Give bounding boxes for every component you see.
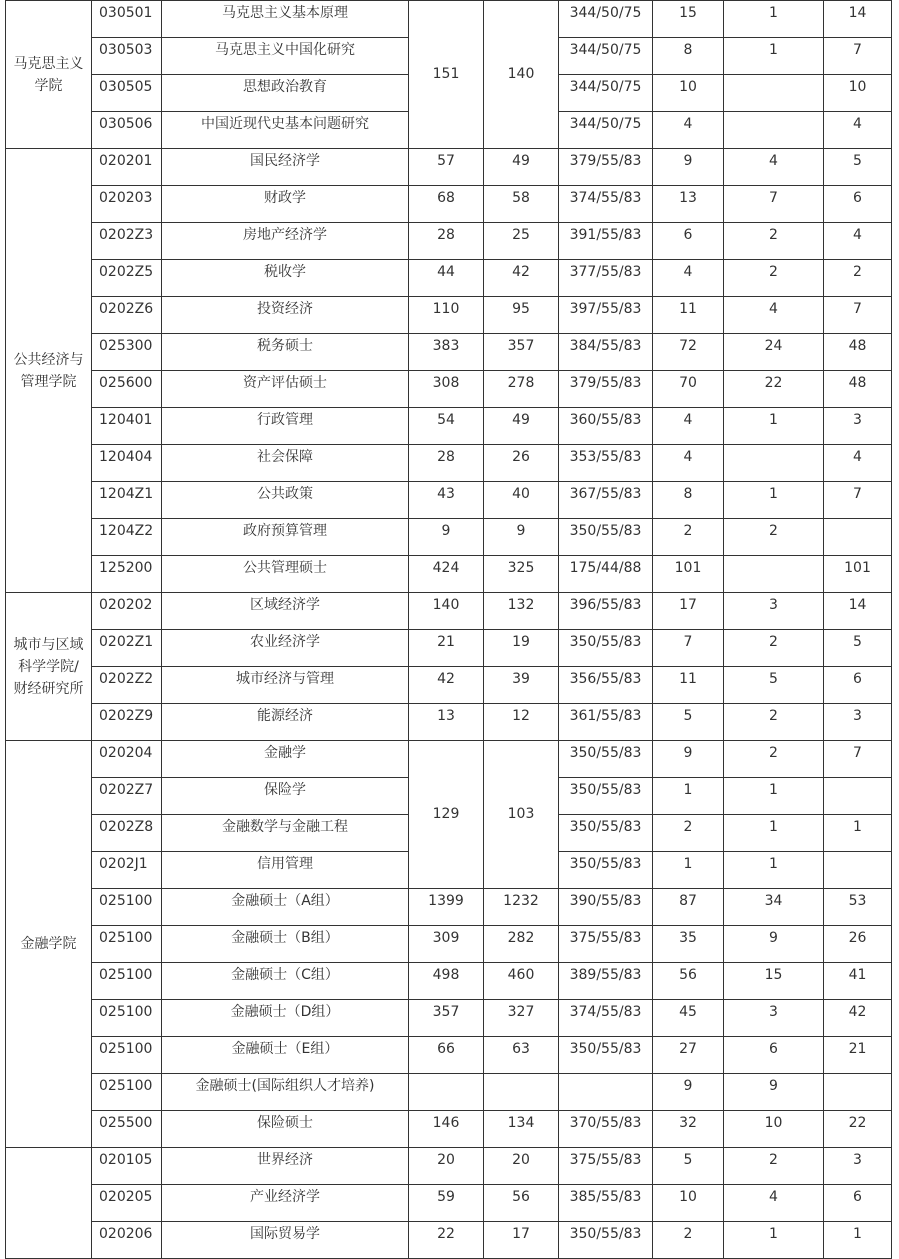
major-code-cell: 030503 (92, 38, 162, 75)
college-cell: 马克思主义学院 (6, 1, 92, 149)
major-name-cell: 保险学 (162, 778, 409, 815)
unified-exam-cell: 1 (824, 1222, 892, 1259)
college-cell: 公共经济与管理学院 (6, 149, 92, 593)
unified-exam-cell: 41 (824, 963, 892, 1000)
unified-exam-cell: 48 (824, 371, 892, 408)
major-name-cell: 思想政治教育 (162, 75, 409, 112)
admitted-cell: 17 (653, 593, 724, 630)
applicants-cell: 309 (409, 926, 484, 963)
applicants-cell: 28 (409, 223, 484, 260)
recommended-cell: 1 (724, 1222, 824, 1259)
admitted-cell: 5 (653, 1148, 724, 1185)
unified-exam-cell (824, 519, 892, 556)
table-row (6, 1, 892, 38)
major-code-cell: 020201 (92, 149, 162, 186)
recommended-cell: 2 (724, 519, 824, 556)
table-row (6, 1185, 892, 1222)
major-name-cell: 城市经济与管理 (162, 667, 409, 704)
table-row (6, 1148, 892, 1185)
admitted-cell: 6 (653, 223, 724, 260)
recommended-cell (724, 75, 824, 112)
score-line-cell: 350/55/83 (559, 741, 653, 778)
admitted-cell: 56 (653, 963, 724, 1000)
unified-exam-cell: 3 (824, 1148, 892, 1185)
recommended-cell: 3 (724, 1000, 824, 1037)
admitted-cell: 45 (653, 1000, 724, 1037)
examinees-cell: 49 (484, 408, 559, 445)
score-line-cell: 375/55/83 (559, 1148, 653, 1185)
college-cell: 城市与区域科学学院/财经研究所 (6, 593, 92, 741)
admitted-cell: 35 (653, 926, 724, 963)
applicants-cell: 59 (409, 1185, 484, 1222)
table-row (6, 149, 892, 186)
examinees-cell: 19 (484, 630, 559, 667)
major-code-cell: 025100 (92, 1037, 162, 1074)
major-name-cell: 国民经济学 (162, 149, 409, 186)
score-line-cell: 379/55/83 (559, 371, 653, 408)
admitted-cell: 72 (653, 334, 724, 371)
score-line-cell: 360/55/83 (559, 408, 653, 445)
applicants-cell: 22 (409, 1222, 484, 1259)
table-row (6, 260, 892, 297)
examinees-cell: 132 (484, 593, 559, 630)
table-row (6, 1074, 892, 1111)
recommended-cell: 2 (724, 260, 824, 297)
table-row (6, 371, 892, 408)
major-name-cell: 国际贸易学 (162, 1222, 409, 1259)
unified-exam-cell: 7 (824, 38, 892, 75)
major-name-cell: 公共管理硕士 (162, 556, 409, 593)
admitted-cell: 1 (653, 778, 724, 815)
recommended-cell: 3 (724, 593, 824, 630)
recommended-cell (724, 445, 824, 482)
major-name-cell: 能源经济 (162, 704, 409, 741)
major-code-cell: 120401 (92, 408, 162, 445)
admitted-cell: 27 (653, 1037, 724, 1074)
major-name-cell: 中国近现代史基本问题研究 (162, 112, 409, 149)
major-code-cell: 020205 (92, 1185, 162, 1222)
applicants-cell: 129 (409, 741, 484, 889)
score-line-cell: 350/55/83 (559, 852, 653, 889)
major-code-cell: 0202Z3 (92, 223, 162, 260)
unified-exam-cell (824, 852, 892, 889)
recommended-cell (724, 112, 824, 149)
major-name-cell: 公共政策 (162, 482, 409, 519)
major-name-cell: 投资经济 (162, 297, 409, 334)
score-line-cell: 391/55/83 (559, 223, 653, 260)
score-line-cell: 370/55/83 (559, 1111, 653, 1148)
applicants-cell: 42 (409, 667, 484, 704)
examinees-cell: 9 (484, 519, 559, 556)
recommended-cell: 2 (724, 704, 824, 741)
major-name-cell: 金融硕士(国际组织人才培养) (162, 1074, 409, 1111)
major-name-cell: 金融学 (162, 741, 409, 778)
recommended-cell: 4 (724, 149, 824, 186)
major-code-cell: 025500 (92, 1111, 162, 1148)
recommended-cell: 1 (724, 778, 824, 815)
major-code-cell: 025300 (92, 334, 162, 371)
unified-exam-cell (824, 778, 892, 815)
recommended-cell: 34 (724, 889, 824, 926)
score-line-cell: 379/55/83 (559, 149, 653, 186)
examinees-cell: 103 (484, 741, 559, 889)
applicants-cell: 21 (409, 630, 484, 667)
applicants-cell: 13 (409, 704, 484, 741)
examinees-cell: 26 (484, 445, 559, 482)
examinees-cell: 42 (484, 260, 559, 297)
recommended-cell: 2 (724, 223, 824, 260)
table-row (6, 1037, 892, 1074)
applicants-cell: 68 (409, 186, 484, 223)
unified-exam-cell: 53 (824, 889, 892, 926)
major-code-cell: 0202Z7 (92, 778, 162, 815)
recommended-cell: 1 (724, 852, 824, 889)
major-name-cell: 金融硕士（E组） (162, 1037, 409, 1074)
applicants-cell: 1399 (409, 889, 484, 926)
major-name-cell: 税务硕士 (162, 334, 409, 371)
score-line-cell: 350/55/83 (559, 519, 653, 556)
table-row (6, 186, 892, 223)
unified-exam-cell: 5 (824, 630, 892, 667)
applicants-cell: 308 (409, 371, 484, 408)
unified-exam-cell: 5 (824, 149, 892, 186)
table-row (6, 223, 892, 260)
table-row (6, 630, 892, 667)
unified-exam-cell: 14 (824, 593, 892, 630)
admitted-cell: 15 (653, 1, 724, 38)
examinees-cell: 25 (484, 223, 559, 260)
applicants-cell: 110 (409, 297, 484, 334)
applicants-cell: 383 (409, 334, 484, 371)
major-name-cell: 世界经济 (162, 1148, 409, 1185)
unified-exam-cell: 6 (824, 667, 892, 704)
admitted-cell: 2 (653, 1222, 724, 1259)
applicants-cell: 54 (409, 408, 484, 445)
admitted-cell: 4 (653, 445, 724, 482)
table-row (6, 519, 892, 556)
table-row (6, 1222, 892, 1259)
score-line-cell: 344/50/75 (559, 112, 653, 149)
examinees-cell: 134 (484, 1111, 559, 1148)
admitted-cell: 8 (653, 482, 724, 519)
score-line-cell: 344/50/75 (559, 1, 653, 38)
admitted-cell: 5 (653, 704, 724, 741)
recommended-cell: 10 (724, 1111, 824, 1148)
major-code-cell: 125200 (92, 556, 162, 593)
score-line-cell: 385/55/83 (559, 1185, 653, 1222)
major-name-cell: 金融数学与金融工程 (162, 815, 409, 852)
recommended-cell: 1 (724, 1, 824, 38)
admission-table (5, 0, 892, 1259)
major-name-cell: 产业经济学 (162, 1185, 409, 1222)
recommended-cell: 6 (724, 1037, 824, 1074)
unified-exam-cell: 6 (824, 1185, 892, 1222)
examinees-cell: 12 (484, 704, 559, 741)
major-name-cell: 金融硕士（C组） (162, 963, 409, 1000)
unified-exam-cell: 1 (824, 815, 892, 852)
unified-exam-cell: 14 (824, 1, 892, 38)
admitted-cell: 32 (653, 1111, 724, 1148)
examinees-cell: 95 (484, 297, 559, 334)
recommended-cell: 24 (724, 334, 824, 371)
score-line-cell: 361/55/83 (559, 704, 653, 741)
recommended-cell (724, 556, 824, 593)
score-line-cell: 350/55/83 (559, 1037, 653, 1074)
table-row (6, 482, 892, 519)
examinees-cell: 40 (484, 482, 559, 519)
applicants-cell: 57 (409, 149, 484, 186)
table-row (6, 667, 892, 704)
score-line-cell: 344/50/75 (559, 75, 653, 112)
recommended-cell: 5 (724, 667, 824, 704)
major-name-cell: 社会保障 (162, 445, 409, 482)
admitted-cell: 2 (653, 519, 724, 556)
major-name-cell: 金融硕士（A组） (162, 889, 409, 926)
applicants-cell: 146 (409, 1111, 484, 1148)
table-row (6, 963, 892, 1000)
unified-exam-cell: 26 (824, 926, 892, 963)
score-line-cell: 384/55/83 (559, 334, 653, 371)
admitted-cell: 10 (653, 1185, 724, 1222)
major-code-cell: 0202Z6 (92, 297, 162, 334)
recommended-cell: 9 (724, 926, 824, 963)
major-name-cell: 农业经济学 (162, 630, 409, 667)
admitted-cell: 8 (653, 38, 724, 75)
admitted-cell: 9 (653, 741, 724, 778)
recommended-cell: 2 (724, 741, 824, 778)
major-code-cell: 0202J1 (92, 852, 162, 889)
table-row (6, 1000, 892, 1037)
score-line-cell: 374/55/83 (559, 186, 653, 223)
admitted-cell: 13 (653, 186, 724, 223)
major-name-cell: 行政管理 (162, 408, 409, 445)
table-row (6, 926, 892, 963)
unified-exam-cell: 10 (824, 75, 892, 112)
score-line-cell: 344/50/75 (559, 38, 653, 75)
examinees-cell: 357 (484, 334, 559, 371)
examinees-cell: 39 (484, 667, 559, 704)
applicants-cell (409, 1074, 484, 1111)
score-line-cell (559, 1074, 653, 1111)
unified-exam-cell: 4 (824, 445, 892, 482)
major-code-cell: 0202Z5 (92, 260, 162, 297)
recommended-cell: 4 (724, 1185, 824, 1222)
recommended-cell: 1 (724, 815, 824, 852)
admitted-cell: 9 (653, 1074, 724, 1111)
admitted-cell: 9 (653, 149, 724, 186)
unified-exam-cell: 4 (824, 223, 892, 260)
examinees-cell (484, 1074, 559, 1111)
recommended-cell: 1 (724, 38, 824, 75)
table-row (6, 1111, 892, 1148)
major-name-cell: 政府预算管理 (162, 519, 409, 556)
score-line-cell: 356/55/83 (559, 667, 653, 704)
recommended-cell: 2 (724, 630, 824, 667)
score-line-cell: 390/55/83 (559, 889, 653, 926)
major-name-cell: 资产评估硕士 (162, 371, 409, 408)
applicants-cell: 28 (409, 445, 484, 482)
major-name-cell: 财政学 (162, 186, 409, 223)
major-name-cell: 区域经济学 (162, 593, 409, 630)
major-code-cell: 020105 (92, 1148, 162, 1185)
table-row (6, 445, 892, 482)
major-code-cell: 030506 (92, 112, 162, 149)
major-code-cell: 1204Z1 (92, 482, 162, 519)
score-line-cell: 389/55/83 (559, 963, 653, 1000)
major-code-cell: 020203 (92, 186, 162, 223)
score-line-cell: 396/55/83 (559, 593, 653, 630)
admitted-cell: 4 (653, 408, 724, 445)
applicants-cell: 357 (409, 1000, 484, 1037)
table-row (6, 556, 892, 593)
admitted-cell: 101 (653, 556, 724, 593)
unified-exam-cell (824, 1074, 892, 1111)
unified-exam-cell: 7 (824, 741, 892, 778)
score-line-cell: 350/55/83 (559, 778, 653, 815)
major-code-cell: 0202Z1 (92, 630, 162, 667)
applicants-cell: 151 (409, 1, 484, 149)
recommended-cell: 1 (724, 408, 824, 445)
admitted-cell: 11 (653, 667, 724, 704)
major-name-cell: 马克思主义中国化研究 (162, 38, 409, 75)
score-line-cell: 377/55/83 (559, 260, 653, 297)
examinees-cell: 56 (484, 1185, 559, 1222)
major-name-cell: 信用管理 (162, 852, 409, 889)
table-row (6, 334, 892, 371)
table-row (6, 741, 892, 778)
unified-exam-cell: 21 (824, 1037, 892, 1074)
major-name-cell: 税收学 (162, 260, 409, 297)
recommended-cell: 7 (724, 186, 824, 223)
score-line-cell: 350/55/83 (559, 630, 653, 667)
recommended-cell: 9 (724, 1074, 824, 1111)
major-code-cell: 120404 (92, 445, 162, 482)
unified-exam-cell: 7 (824, 482, 892, 519)
applicants-cell: 66 (409, 1037, 484, 1074)
major-name-cell: 马克思主义基本原理 (162, 1, 409, 38)
applicants-cell: 9 (409, 519, 484, 556)
major-code-cell: 020204 (92, 741, 162, 778)
recommended-cell: 22 (724, 371, 824, 408)
recommended-cell: 15 (724, 963, 824, 1000)
examinees-cell: 282 (484, 926, 559, 963)
major-code-cell: 030501 (92, 1, 162, 38)
recommended-cell: 2 (724, 1148, 824, 1185)
major-code-cell: 020206 (92, 1222, 162, 1259)
applicants-cell: 424 (409, 556, 484, 593)
unified-exam-cell: 48 (824, 334, 892, 371)
table-row (6, 889, 892, 926)
unified-exam-cell: 2 (824, 260, 892, 297)
examinees-cell: 460 (484, 963, 559, 1000)
table-row (6, 704, 892, 741)
admitted-cell: 70 (653, 371, 724, 408)
unified-exam-cell: 4 (824, 112, 892, 149)
major-code-cell: 025100 (92, 963, 162, 1000)
applicants-cell: 498 (409, 963, 484, 1000)
admitted-cell: 10 (653, 75, 724, 112)
examinees-cell: 17 (484, 1222, 559, 1259)
recommended-cell: 4 (724, 297, 824, 334)
unified-exam-cell: 3 (824, 408, 892, 445)
unified-exam-cell: 22 (824, 1111, 892, 1148)
major-name-cell: 金融硕士（D组） (162, 1000, 409, 1037)
major-code-cell: 025100 (92, 1074, 162, 1111)
admitted-cell: 87 (653, 889, 724, 926)
examinees-cell: 325 (484, 556, 559, 593)
table-body (6, 1, 892, 1259)
score-line-cell: 375/55/83 (559, 926, 653, 963)
admitted-cell: 1 (653, 852, 724, 889)
admitted-cell: 4 (653, 260, 724, 297)
major-code-cell: 1204Z2 (92, 519, 162, 556)
examinees-cell: 140 (484, 1, 559, 149)
unified-exam-cell: 3 (824, 704, 892, 741)
major-name-cell: 金融硕士（B组） (162, 926, 409, 963)
major-code-cell: 025100 (92, 889, 162, 926)
examinees-cell: 278 (484, 371, 559, 408)
applicants-cell: 20 (409, 1148, 484, 1185)
major-code-cell: 020202 (92, 593, 162, 630)
score-line-cell: 374/55/83 (559, 1000, 653, 1037)
college-cell (6, 1148, 92, 1259)
college-cell: 金融学院 (6, 741, 92, 1148)
examinees-cell: 49 (484, 149, 559, 186)
unified-exam-cell: 7 (824, 297, 892, 334)
table-row (6, 297, 892, 334)
major-code-cell: 0202Z2 (92, 667, 162, 704)
table-row (6, 593, 892, 630)
applicants-cell: 43 (409, 482, 484, 519)
examinees-cell: 1232 (484, 889, 559, 926)
admitted-cell: 11 (653, 297, 724, 334)
applicants-cell: 44 (409, 260, 484, 297)
score-line-cell: 350/55/83 (559, 815, 653, 852)
score-line-cell: 175/44/88 (559, 556, 653, 593)
score-line-cell: 367/55/83 (559, 482, 653, 519)
score-line-cell: 353/55/83 (559, 445, 653, 482)
admitted-cell: 2 (653, 815, 724, 852)
examinees-cell: 327 (484, 1000, 559, 1037)
admitted-cell: 7 (653, 630, 724, 667)
score-line-cell: 397/55/83 (559, 297, 653, 334)
applicants-cell: 140 (409, 593, 484, 630)
examinees-cell: 63 (484, 1037, 559, 1074)
examinees-cell: 58 (484, 186, 559, 223)
major-code-cell: 025100 (92, 1000, 162, 1037)
major-code-cell: 025100 (92, 926, 162, 963)
score-line-cell: 350/55/83 (559, 1222, 653, 1259)
unified-exam-cell: 42 (824, 1000, 892, 1037)
major-code-cell: 0202Z9 (92, 704, 162, 741)
recommended-cell: 1 (724, 482, 824, 519)
table-row (6, 408, 892, 445)
examinees-cell: 20 (484, 1148, 559, 1185)
major-code-cell: 0202Z8 (92, 815, 162, 852)
unified-exam-cell: 101 (824, 556, 892, 593)
major-code-cell: 025600 (92, 371, 162, 408)
admitted-cell: 4 (653, 112, 724, 149)
major-name-cell: 房地产经济学 (162, 223, 409, 260)
unified-exam-cell: 6 (824, 186, 892, 223)
major-name-cell: 保险硕士 (162, 1111, 409, 1148)
major-code-cell: 030505 (92, 75, 162, 112)
